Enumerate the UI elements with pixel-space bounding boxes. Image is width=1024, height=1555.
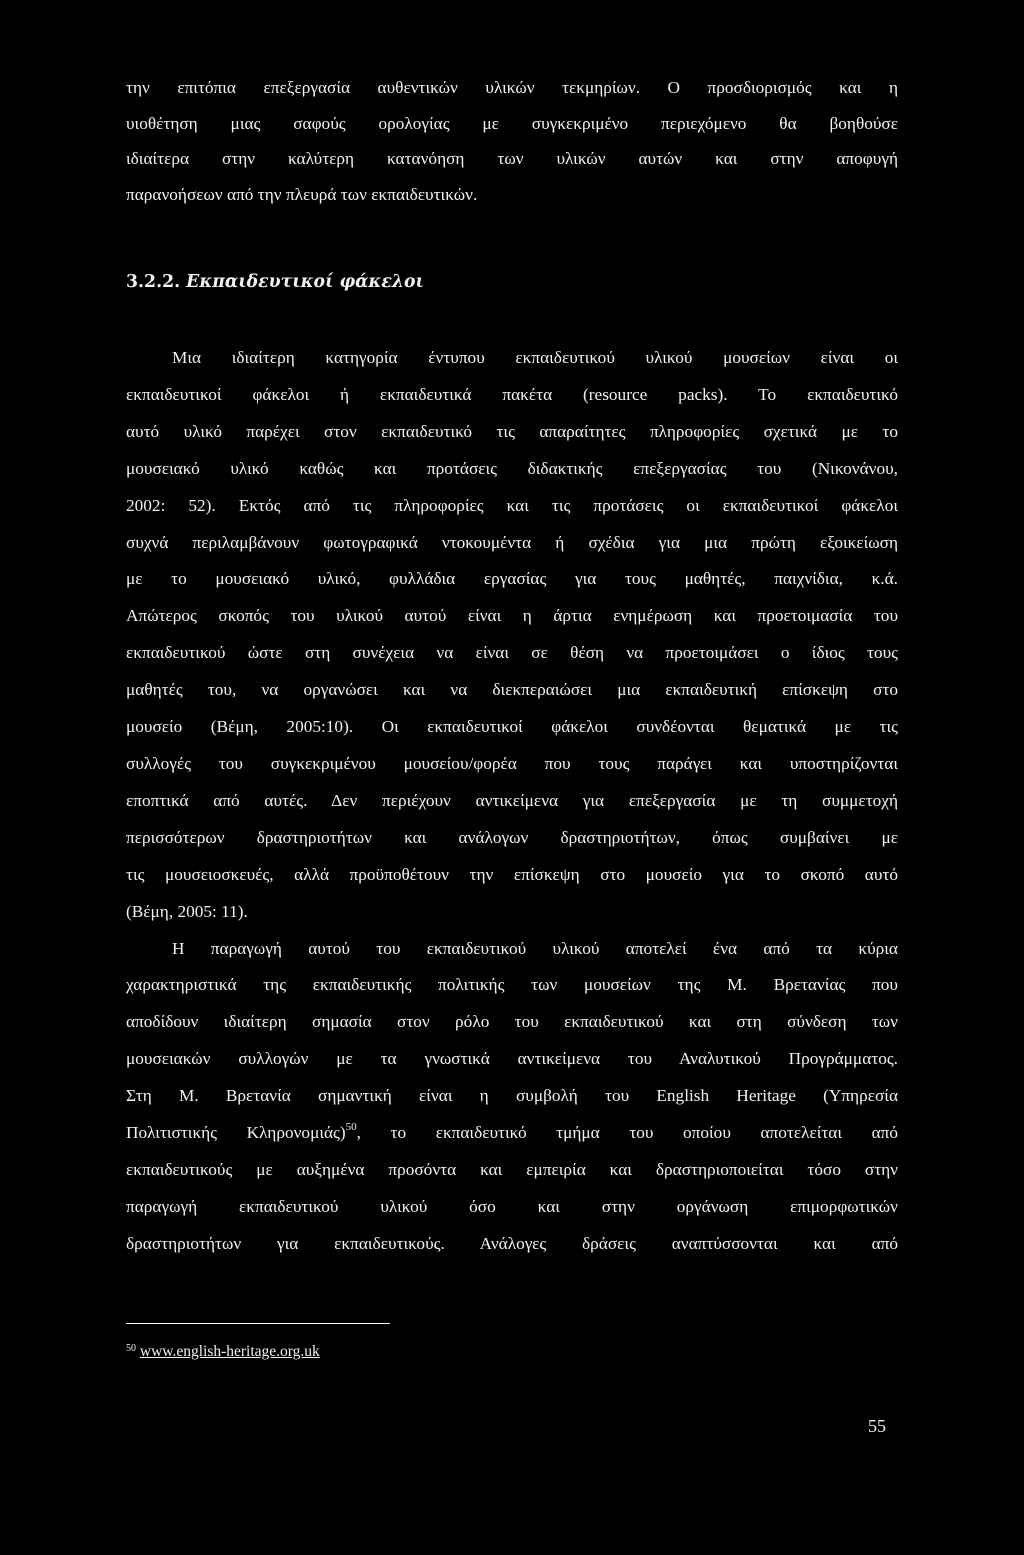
text-line: Στη Μ. Βρετανία σημαντική είναι η συμβολή του English Heritage (Υπηρεσία: [126, 1086, 898, 1106]
text-line: δραστηριοτήτων για εκπαιδευτικούς. Ανάλογες δράσεις αναπτύσσονται και από: [126, 1233, 898, 1253]
footnote-link[interactable]: www.english-heritage.org.uk: [139, 1343, 320, 1360]
text-line: τις μουσειοσκευές, αλλά προϋποθέτουν την επίσκεψη στο μουσείο για το σκοπό αυτό: [126, 864, 898, 884]
section-heading: [126, 264, 424, 300]
text-line: Η παραγωγή αυτού του εκπαιδευτικού υλικού αποτελεί ένα από τα κύρια: [172, 938, 898, 958]
text-fragment: , το εκπαιδευτικό τμήμα του οποίου αποτελείται από: [356, 1123, 898, 1143]
intro-paragraph: [126, 70, 898, 212]
text-line: μουσειακό υλικό καθώς και προτάσεις διδακτικής επεξεργασίας του (Νικονάνου,: [126, 458, 898, 478]
text-line: συλλογές του συγκεκριμένου μουσείου/φορέα που τους παράγει και υποστηρίζονται: [126, 753, 898, 773]
text-line: συχνά περιλαμβάνουν φωτογραφικά ντοκουμέντα ή σχέδια για μια πρώτη εξοικείωση: [126, 532, 898, 552]
text-line: Απώτερος σκοπός του υλικού αυτού είναι η άρτια ενημέρωση και προετοιμασία του: [126, 606, 898, 626]
text-line: μαθητές του, να οργανώσει και να διεκπεραιώσει μια εκπαιδευτική επίσκεψη στο: [126, 680, 898, 700]
text-line: την επιτόπια επεξεργασία αυθεντικών υλικών τεκμηρίων. Ο προσδιορισμός και η: [126, 78, 898, 97]
text-line: παρανοήσεων από την πλευρά των εκπαιδευτικών.: [126, 184, 478, 204]
text-line: με το μουσειακό υλικό, φυλλάδια εργασίας για τους μαθητές, παιχνίδια, κ.ά.: [126, 569, 898, 589]
footnote-divider: [126, 1323, 390, 1324]
footnote: [126, 1338, 320, 1363]
text-line: αυτό υλικό παρέχει στον εκπαιδευτικό τις απαραίτητες πληροφορίες σχετικά με το: [126, 421, 898, 441]
text-line-with-footnote-ref: [126, 1115, 898, 1152]
text-line: αποδίδουν ιδιαίτερη σημασία στον ρόλο του εκπαιδευτικού και στη σύνδεση των: [126, 1012, 898, 1032]
text-line: ιδιαίτερα στην καλύτερη κατανόηση των υλικών αυτών και στην αποφυγή: [126, 149, 898, 169]
text-line: εκπαιδευτικούς με αυξημένα προσόντα και εμπειρία και δραστηριοποιείται τόσο στην: [126, 1159, 898, 1179]
text-line: μουσειακών συλλογών με τα γνωστικά αντικείμενα του Αναλυτικού Προγράμματος.: [126, 1049, 898, 1069]
text-line: εκπαιδευτικοί φάκελοι ή εκπαιδευτικά πακέτα (resource packs). Το εκπαιδευτικό: [126, 384, 898, 404]
page-number: 55: [868, 1416, 886, 1436]
text-line: Μια ιδιαίτερη κατηγορία έντυπου εκπαιδευτικού υλικού μουσείων είναι οι: [172, 348, 898, 367]
section-number: 3.2.2.: [126, 272, 181, 292]
text-line: εκπαιδευτικού ώστε στη συνέχεια να είναι σε θέση να προετοιμάσει ο ίδιος τους: [126, 643, 898, 663]
footnote-reference[interactable]: 50: [345, 1121, 357, 1134]
text-line: υιοθέτηση μιας σαφούς ορολογίας με συγκεκριμένο περιεχόμενο θα βοηθούσε: [126, 113, 898, 133]
section-title: Εκπαιδευτικοί φάκελοι: [186, 272, 424, 292]
text-line: εποπτικά από αυτές. Δεν περιέχουν αντικείμενα για επεξεργασία με τη συμμετοχή: [126, 790, 898, 810]
text-fragment: Πολιτιστικής Κληρονομιάς): [126, 1123, 346, 1143]
text-line: χαρακτηριστικά της εκπαιδευτικής πολιτικής των μουσείων της Μ. Βρετανίας που: [126, 975, 898, 995]
text-line: περισσότερων δραστηριοτήτων και ανάλογων δραστηριοτήτων, όπως συμβαίνει με: [126, 827, 898, 847]
text-line: (Βέμη, 2005: 11).: [126, 901, 248, 921]
text-line: μουσείο (Βέμη, 2005:10). Οι εκπαιδευτικοί φάκελοι συνδέονται θεματικά με τις: [126, 717, 898, 737]
body-text: [126, 340, 898, 1263]
text-line: παραγωγή εκπαιδευτικού υλικού όσο και στην οργάνωση επιμορφωτικών: [126, 1196, 898, 1216]
text-line: 2002: 52). Εκτός από τις πληροφορίες και τις προτάσεις οι εκπαιδευτικοί φάκελοι: [126, 495, 898, 515]
footnote-number: 50: [126, 1343, 136, 1354]
